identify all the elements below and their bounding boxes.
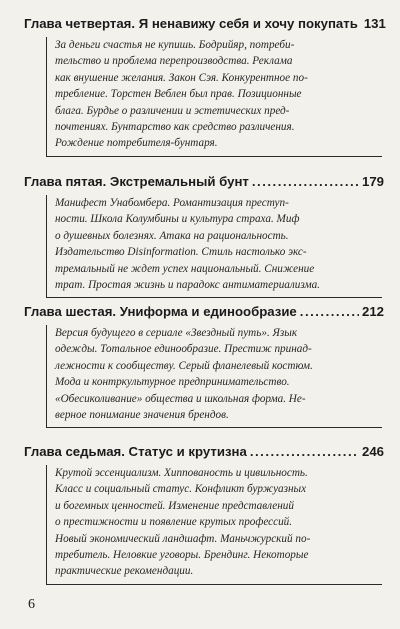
page-number: 6 <box>28 597 35 612</box>
description-line: Крутой эссенциализм. Хиппованость и цивильность. <box>55 467 308 479</box>
description-line: почтениях. Бунтарство как средство различения. <box>55 121 295 134</box>
chapter-description <box>46 37 382 157</box>
description-line: Издательство Disinformation. Стиль настолько экс- <box>55 246 307 259</box>
description-line: лежности к сообществу. Серый фланелевый костюм. <box>55 359 313 372</box>
description-line: Манифест Унабомбера. Романтизация преступ- <box>55 197 289 209</box>
description-line: блага. Бурдье о различении и эстетических пред- <box>55 104 290 117</box>
description-line: За деньги счастья не купишь. Бодрийяр, потреби- <box>55 39 295 51</box>
leader-dots <box>252 174 359 190</box>
toc-entry-chapter-6 <box>24 304 384 428</box>
chapter-heading <box>24 444 384 460</box>
description-line: Рождение потребителя-бунтаря. <box>55 137 218 150</box>
description-line: верное понимание значения брендов. <box>55 409 229 422</box>
chapter-title: Глава седьмая. Статус и крутизна <box>24 444 247 459</box>
chapter-title: Глава шестая. Униформа и единообразие <box>24 304 297 319</box>
description-line: ности. Школа Колумбины и культура страха. Миф <box>55 213 300 226</box>
chapter-page-number: 212 <box>361 304 384 319</box>
chapter-page-number: 179 <box>361 174 384 189</box>
chapter-heading <box>24 16 384 32</box>
description-line: трат. Простая жизнь и парадокс антиматериализма. <box>55 279 320 292</box>
chapter-title: Глава пятая. Экстремальный бунт <box>24 174 249 189</box>
chapter-description <box>46 325 382 428</box>
description-line: как внушение желания. Закон Сэя. Конкурентное по- <box>55 71 308 84</box>
toc-entry-chapter-5 <box>24 174 384 298</box>
chapter-title: Глава четвертая. Я ненавижу себя и хочу покупать <box>24 16 358 31</box>
leader-dots <box>250 444 359 460</box>
description-line: о душевных болезнях. Атака на рациональность. <box>55 229 289 242</box>
description-line: практические рекомендации. <box>55 565 194 578</box>
description-line: требитель. Неловкие уговоры. Брендинг. Некоторые <box>55 549 309 562</box>
description-line: Мода и контркультурное предпринимательство. <box>55 376 290 389</box>
description-line: Новый экономический ландшафт. Маньчжурский по- <box>55 532 311 545</box>
description-line: «Обесиколивание» общества и школьная форма. Не- <box>55 392 306 405</box>
chapter-page-number: 246 <box>361 444 384 459</box>
description-line: о престижности и появление крутых профессий. <box>55 516 293 529</box>
chapter-description <box>46 465 382 585</box>
chapter-page-number: 131 <box>363 16 386 31</box>
description-line: Версия будущего в сериале «Звездный путь». Язык <box>55 327 298 339</box>
chapter-heading <box>24 174 384 190</box>
toc-entry-chapter-4 <box>24 16 384 157</box>
description-line: одежды. Тотальное единообразие. Престиж принад- <box>55 343 312 356</box>
description-line: тремальный не ждет успех национальный. Снижение <box>55 262 315 275</box>
chapter-heading <box>24 304 384 320</box>
description-line: требление. Торстен Веблен был прав. Позиционные <box>55 88 302 101</box>
leader-dots <box>300 304 359 320</box>
description-line: Класс и социальный статус. Конфликт буржуазных <box>55 483 307 496</box>
chapter-description <box>46 195 382 298</box>
description-line: и богемных ценностей. Изменение представлений <box>55 499 294 512</box>
description-line: тельство и проблема перепроизводства. Реклама <box>55 55 293 68</box>
toc-entry-chapter-7 <box>24 444 384 585</box>
